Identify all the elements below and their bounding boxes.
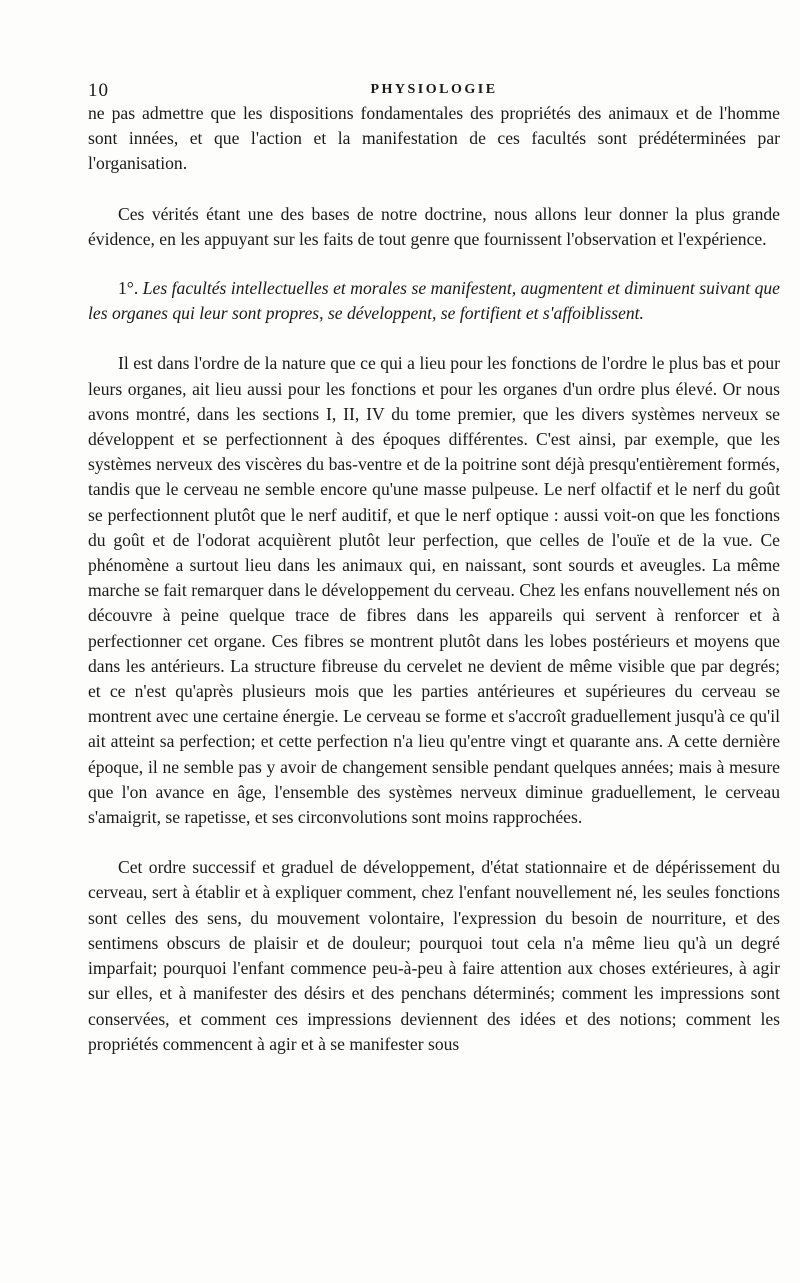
paragraph-continuation: ne pas admettre que les dispositions fondamentales des propriétés des animaux et de l'homme sont innées, et que l'action et la manifestation de ces facultés sont prédéterminées par l'organisation. [88, 103, 780, 174]
proposition-text: Les facultés intellectuelles et morales se manifestent, augmentent et diminuent suivant que les organes qui leur sont propres, se développent, se fortifient et s'affoiblissent. [88, 278, 780, 324]
page-number: 10 [88, 80, 109, 101]
paragraph-nature-order: Il est dans l'ordre de la nature que ce qui a lieu pour les fonctions de l'ordre le plus bas et pour leurs organes, ait lieu aussi pour les fonctions et pour les organes d'un ordre plus élevé. Or nous avons montré, dans les sections I, II, IV du tome premier, que les divers systèmes nerveux se développent et se perfectionnent à des époques différentes. C'est ainsi, par exemple, que les systèmes nerveux des viscères du bas-ventre et de la poitrine sont déjà presqu'entièrement formés, tandis que le cerveau ne semble encore qu'une masse pulpeuse. Le nerf olfactif et le nerf du goût se perfectionnent plutôt que le nerf auditif, et que le nerf optique : aussi voit-on que les fonctions du goût et de l'odorat acquièrent plutôt leur perfection, que celles de l'ouïe et de la vue. Ce phénomène a surtout lieu dans les animaux qui, en naissant, sont sourds et aveugles. La même marche se fait remarquer dans le développement du cerveau. Chez les enfans nouvellement nés on découvre à peine quelque trace de fibres dans les appareils qui servent à renforcer et à perfectionner cet organe. Ces fibres se montrent plutôt dans les lobes postérieurs et moyens que dans les antérieurs. La structure fibreuse du cervelet ne devient de même visible que par degrés; et ce n'est qu'après plusieurs mois que les parties antérieures et supérieures du cerveau se montrent avec une certaine énergie. Le cerveau se forme et s'accroît graduellement jusqu'à ce qu'il ait atteint sa perfection; et cette perfection n'a lieu qu'entre vingt et quarante ans. A cette dernière époque, il ne semble pas y avoir de changement sensible pendant quelques années; mais à mesure que l'on avance en âge, l'ensemble des systèmes nerveux diminue graduellement, le cerveau s'amaigrit, se rapetisse, et ses circonvolutions sont moins rapprochées. [88, 353, 780, 828]
page-body [88, 101, 780, 1057]
paragraph-successive-order: Cet ordre successif et graduel de développement, d'état stationnaire et de dépérissement du cerveau, sert à établir et à expliquer comment, chez l'enfant nouvellement né, les seules fonctions sont celles des sens, du mouvement volontaire, l'expression du besoin de nourriture, et des sentimens obscurs de plaisir et de douleur; pourquoi tout cela n'a même lieu qu'à un degré imparfait; pourquoi l'enfant commence peu-à-peu à faire attention aux choses extérieures, à agir sur elles, et à manifester des désirs et des penchans déterminés; comment les impressions sont conservées, et comment ces impressions deviennent des idées et des notions; comment les propriétés commencent à agir et à se manifester sous [88, 857, 780, 1054]
running-head: PHYSIOLOGIE [370, 82, 498, 97]
page-header [88, 78, 780, 102]
paragraph-doctrine: Ces vérités étant une des bases de notre doctrine, nous allons leur donner la plus grande évidence, en les appuyant sur les faits de tout genre que fournissent l'observation et l'expérience. [88, 203, 780, 249]
proposition-numeral: 1°. [118, 278, 139, 299]
paragraph-proposition [88, 276, 780, 326]
